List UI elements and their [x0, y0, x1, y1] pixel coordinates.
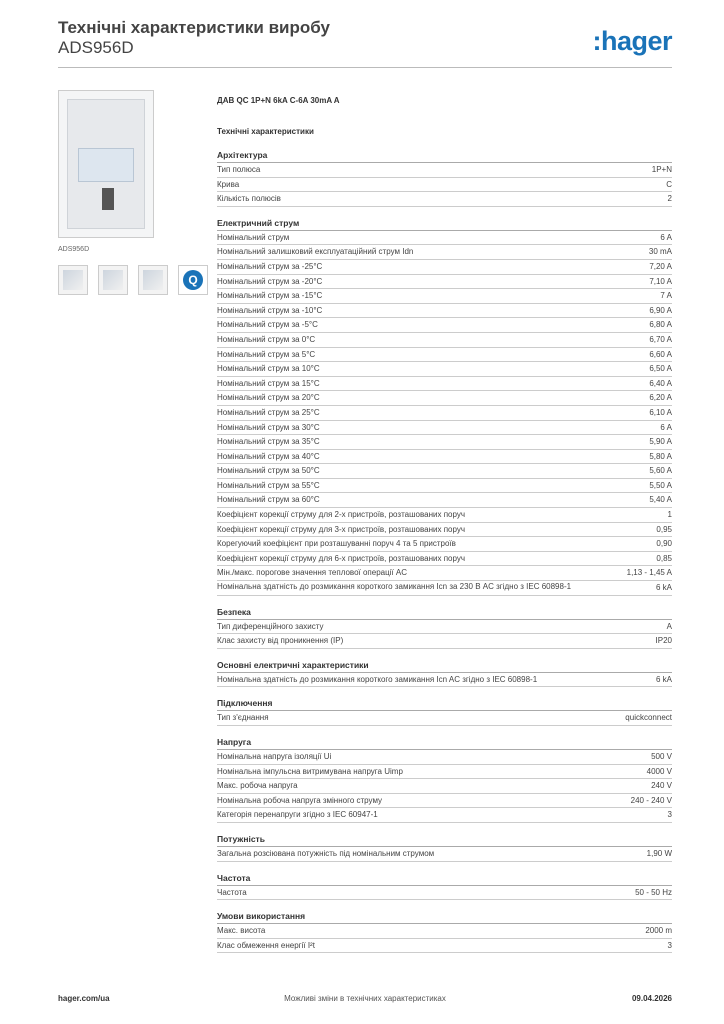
spec-value: 6,50 A — [649, 364, 672, 374]
spec-value: 7,20 A — [649, 261, 672, 271]
spec-label: Загальна розсіювана потужність під номінальним струмом — [217, 848, 435, 858]
spec-value: quickconnect — [625, 713, 672, 723]
spec-value: 5,90 A — [649, 437, 672, 447]
spec-label: Тип диференційного захисту — [217, 621, 324, 631]
spec-label: Номінальний струм за 10°C — [217, 364, 320, 374]
section-title: Електричний струм — [217, 217, 672, 231]
tech-specs-title: Технічні характеристики — [217, 127, 314, 136]
section-title: Частота — [217, 872, 672, 886]
spec-section — [217, 910, 672, 953]
spec-value: 50 - 50 Hz — [635, 887, 672, 897]
spec-label: Номінальний струм за 35°C — [217, 437, 320, 447]
spec-value: 6,40 A — [649, 378, 672, 388]
spec-row — [217, 260, 672, 275]
spec-row — [217, 711, 672, 726]
spec-row — [217, 391, 672, 406]
thumbnail-image-3[interactable] — [138, 265, 168, 295]
spec-label: Номінальний струм за 20°C — [217, 393, 320, 403]
spec-value: 6 kA — [655, 674, 672, 684]
spec-row — [217, 493, 672, 508]
spec-label: Тип полюса — [217, 165, 261, 174]
footer-note: Можливі зміни в технічних характеристиках — [284, 994, 446, 1003]
spec-label: Корегуючий коефіцієнт при розташуванні поруч 4 та 5 пристроїв — [217, 539, 456, 549]
spec-value: 6 A — [660, 422, 672, 432]
spec-section — [217, 217, 672, 596]
spec-label: Номінальний струм за -20°C — [217, 276, 323, 286]
spec-label: Номінальний струм за 0°C — [217, 334, 316, 344]
spec-row — [217, 192, 672, 207]
spec-value: 3 — [667, 810, 672, 820]
spec-label: Макс. робоча напруга — [217, 781, 298, 791]
product-image-caption: ADS956D — [58, 246, 90, 253]
spec-label: Номінальний струм за 25°C — [217, 407, 320, 417]
spec-value: 500 V — [651, 752, 672, 761]
spec-label: Клас захисту від проникнення (IP) — [217, 636, 344, 646]
spec-row — [217, 289, 672, 304]
spec-value: 4000 V — [646, 766, 672, 776]
spec-value: 6,20 A — [649, 393, 672, 403]
spec-value: 6 A — [660, 232, 672, 242]
spec-value: C — [666, 179, 672, 189]
quickconnect-icon[interactable]: Q — [178, 265, 208, 295]
spec-label: Коефіцієнт корекції струму для 6-х пристроїв, розташованих поруч — [217, 553, 466, 563]
spec-label: Номінальний струм за 60°C — [217, 495, 320, 505]
spec-row — [217, 779, 672, 794]
spec-row — [217, 508, 672, 523]
spec-label: Номінальна робоча напруга змінного струму — [217, 795, 383, 805]
spec-value: 5,50 A — [649, 480, 672, 490]
spec-section — [217, 149, 672, 207]
spec-section — [217, 606, 672, 649]
spec-row — [217, 566, 672, 581]
spec-row — [217, 523, 672, 538]
spec-value: 2 — [667, 194, 672, 204]
spec-label: Номінальний струм за 40°C — [217, 451, 320, 461]
spec-sheet — [217, 96, 672, 953]
spec-row — [217, 847, 672, 862]
spec-row — [217, 406, 672, 421]
spec-row — [217, 275, 672, 290]
spec-row — [217, 450, 672, 465]
page-header — [58, 18, 672, 58]
spec-row — [217, 231, 672, 246]
spec-label: Номінальна здатність до розмикання короткого замикання Icn AC згідно з IEC 60898-1 — [217, 674, 538, 684]
spec-label: Номінальна здатність до розмикання короткого замикання Icn за 230 В AC згідно з IEC 60898-1 — [217, 582, 572, 592]
spec-row — [217, 421, 672, 436]
spec-row — [217, 318, 672, 333]
spec-row — [217, 939, 672, 954]
spec-value: A — [666, 621, 672, 631]
spec-label: Номінальний струм за 30°C — [217, 422, 320, 432]
spec-row — [217, 808, 672, 823]
spec-label: Номінальний струм за 5°C — [217, 349, 316, 359]
spec-sections — [217, 149, 672, 953]
product-name: ДАВ QC 1P+N 6kA C-6A 30mA A — [217, 96, 340, 105]
spec-value: 0,95 — [656, 524, 672, 534]
section-title: Безпека — [217, 606, 672, 620]
spec-label: Макс. висота — [217, 926, 266, 936]
spec-value: 6,80 A — [649, 320, 672, 330]
spec-section — [217, 697, 672, 726]
spec-label: Номінальна напруга ізоляції Ui — [217, 752, 332, 761]
spec-section — [217, 833, 672, 862]
spec-value: 6,70 A — [649, 334, 672, 344]
spec-row — [217, 750, 672, 765]
spec-label: Номінальний залишковий експлуатаційний струм Idn — [217, 247, 414, 257]
spec-label: Номінальний струм за -15°C — [217, 291, 323, 301]
spec-row — [217, 581, 672, 596]
spec-section — [217, 659, 672, 688]
spec-value: 5,80 A — [649, 451, 672, 461]
spec-label: Крива — [217, 179, 240, 189]
section-title: Напруга — [217, 736, 672, 750]
spec-label: Номінальний струм за -25°C — [217, 261, 323, 271]
product-code: ADS956D — [58, 38, 134, 57]
spec-value: 7 A — [660, 291, 672, 301]
spec-row — [217, 178, 672, 193]
hager-logo: :hager — [592, 26, 672, 56]
spec-row — [217, 304, 672, 319]
spec-value: 0,90 — [656, 539, 672, 549]
thumbnail-image-1[interactable] — [58, 265, 88, 295]
spec-value: 7,10 A — [649, 276, 672, 286]
spec-value: 30 mA — [648, 247, 672, 257]
header-divider — [58, 67, 672, 68]
spec-value: 6,60 A — [649, 349, 672, 359]
spec-row — [217, 924, 672, 939]
spec-value: 1P+N — [651, 165, 672, 174]
spec-section — [217, 872, 672, 901]
spec-label: Номінальний струм за -5°C — [217, 320, 318, 330]
spec-label: Коефіцієнт корекції струму для 2-х пристроїв, розташованих поруч — [217, 510, 466, 520]
spec-label: Номінальний струм — [217, 232, 290, 242]
spec-label: Номінальний струм за 50°C — [217, 466, 320, 476]
section-title: Потужність — [217, 833, 672, 847]
spec-value: 240 - 240 V — [630, 795, 672, 805]
spec-label: Номінальна імпульсна витримувана напруга Uimp — [217, 766, 403, 776]
spec-label: Кількість полюсів — [217, 194, 281, 204]
spec-row — [217, 537, 672, 552]
spec-label: Мін./макс. порогове значення теплової операції AC — [217, 568, 408, 578]
spec-value: 240 V — [651, 781, 672, 791]
spec-row — [217, 163, 672, 178]
spec-row — [217, 552, 672, 567]
spec-value: 1,13 - 1,45 A — [626, 568, 672, 578]
spec-label: Тип з'єднання — [217, 713, 269, 723]
spec-value: 1,90 W — [646, 848, 672, 858]
spec-value: 5,60 A — [649, 466, 672, 476]
spec-row — [217, 479, 672, 494]
spec-row — [217, 634, 672, 649]
spec-label: Номінальний струм за 55°C — [217, 480, 320, 490]
spec-value: 1 — [667, 510, 672, 520]
spec-label: Коефіцієнт корекції струму для 3-х пристроїв, розташованих поруч — [217, 524, 466, 534]
spec-row — [217, 333, 672, 348]
spec-row — [217, 435, 672, 450]
spec-row — [217, 377, 672, 392]
spec-row — [217, 362, 672, 377]
spec-value: 5,40 A — [649, 495, 672, 505]
spec-value: 2000 m — [645, 926, 672, 936]
spec-value: 0,85 — [656, 553, 672, 563]
spec-row — [217, 765, 672, 780]
spec-row — [217, 245, 672, 260]
product-image[interactable] — [58, 90, 154, 238]
spec-section — [217, 736, 672, 823]
spec-value: 6,90 A — [649, 305, 672, 315]
spec-row — [217, 886, 672, 901]
spec-row — [217, 620, 672, 635]
footer-date: 09.04.2026 — [631, 994, 672, 1003]
spec-value: 3 — [667, 940, 672, 950]
section-title: Архітектура — [217, 149, 672, 163]
section-title: Підключення — [217, 697, 672, 711]
spec-row — [217, 794, 672, 809]
section-title: Умови використання — [217, 910, 672, 924]
spec-label: Номінальний струм за 15°C — [217, 378, 320, 388]
spec-value: 6,10 A — [649, 407, 672, 417]
page-title: Технічні характеристики виробу — [58, 18, 330, 37]
spec-value: 6 kA — [655, 583, 672, 593]
spec-row — [217, 673, 672, 688]
spec-label: Категорія перенапруги згідно з IEC 60947-1 — [217, 810, 378, 820]
spec-row — [217, 464, 672, 479]
product-media — [58, 90, 208, 295]
footer-site-link[interactable]: hager.com/ua — [58, 994, 110, 1003]
spec-value: IP20 — [655, 636, 672, 646]
spec-label: Номінальний струм за -10°C — [217, 305, 323, 315]
thumbnail-strip — [58, 265, 208, 295]
spec-label: Клас обмеження енергії I²t — [217, 940, 315, 950]
spec-row — [217, 348, 672, 363]
thumbnail-image-2[interactable] — [98, 265, 128, 295]
section-title: Основні електричні характеристики — [217, 659, 672, 673]
spec-label: Частота — [217, 887, 247, 897]
